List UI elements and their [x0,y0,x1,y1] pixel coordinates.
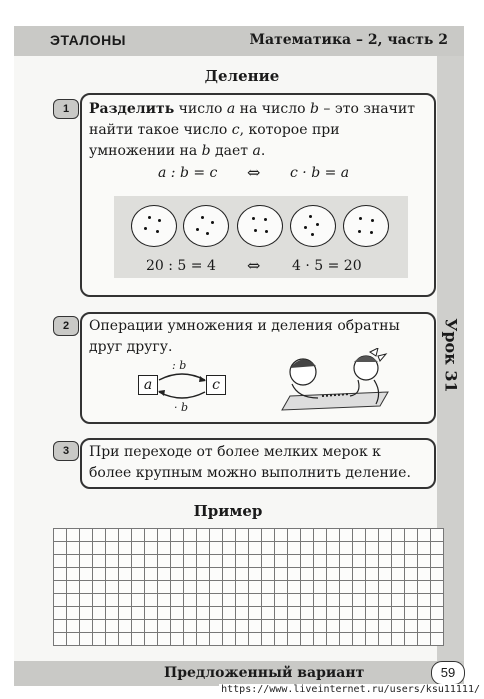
rule-1-seg: на число [235,101,310,117]
rule-1-text [89,99,427,162]
rule-3-text: При переходе от более мелких мерок к более крупным можно выполнить деление. [89,444,411,481]
sidebar-lesson [437,316,464,396]
rule-1-seg: число [174,101,227,117]
graph-paper-grid [53,528,444,646]
header-book-title: Математика – 2, часть 2 [249,32,448,48]
var-b: b [201,143,211,159]
arrow-bottom-label: · b [174,401,189,414]
rule-1-seg: – это значит найти такое число [89,101,415,138]
var-a: a [252,143,261,159]
rule-2-text: Операции умножения и деления обратны друг другу. [89,318,400,355]
arrow-top-label: : b [172,359,187,372]
box-c: c [206,375,226,395]
page-number: 59 [431,661,465,685]
dots-group-oval [237,205,283,247]
children-illustration [270,348,394,412]
dots-group-oval [343,205,389,247]
formula-division: a : b = c [158,165,218,181]
section-title: Деление [204,67,280,85]
var-b: b [310,101,319,117]
watermark-url: https://www.liveinternet.ru/users/ksu11111/ [221,684,480,695]
equiv-symbol: ⇔ [247,256,261,275]
dots-group-oval [183,205,229,247]
page-footer [14,661,464,686]
dots-group-oval [290,205,336,247]
equiv-symbol: ⇔ [247,163,261,182]
rule-1-seg: . [260,143,266,159]
rule-number-2: 2 [53,316,79,336]
box-a: a [138,375,158,395]
footer-label: Предложенный вариант [164,665,365,681]
rule-number-1: 1 [53,99,79,119]
formula-multiplication: c · b = a [290,165,350,181]
rule-1-seg: , которое при умножении на [89,122,340,159]
page-header [14,26,464,56]
header-section-label: ЭТАЛОНЫ [50,32,126,48]
example-title: Пример [193,502,263,520]
var-c: c [231,122,240,138]
rule-1-bold: Разделить [89,101,175,117]
var-a: a [226,101,236,117]
example-multiplication: 4 · 5 = 20 [292,258,362,274]
lesson-label: Урок 31 [441,318,461,393]
rule-1-seg: дает [210,143,253,159]
rule-number-3: 3 [53,441,79,461]
example-division: 20 : 5 = 4 [146,258,216,274]
dots-group-oval [131,205,177,247]
inverse-arrows-diagram [156,366,208,406]
